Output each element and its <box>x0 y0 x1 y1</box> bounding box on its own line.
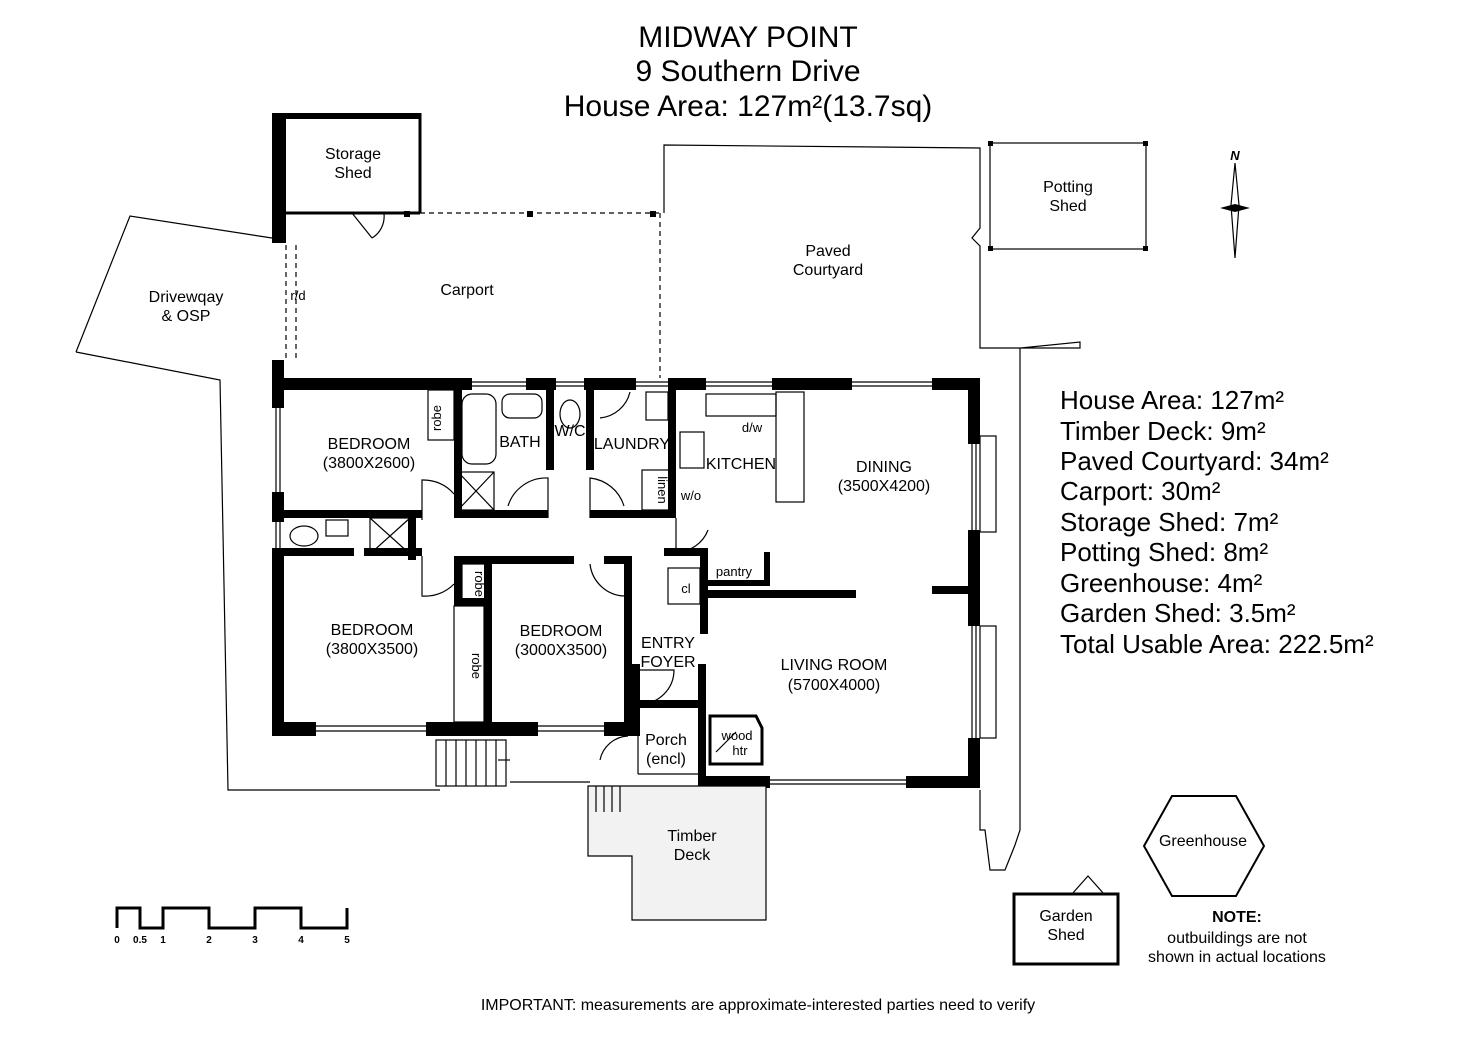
scale-label: 4 <box>298 935 304 946</box>
label-entry-2: FOYER <box>640 654 696 671</box>
label-bedroom3-2: (3000X3500) <box>514 642 608 659</box>
area-line: Total Usable Area: 222.5m² <box>1060 629 1374 659</box>
label-porch-1: Porch <box>645 732 687 749</box>
label-garden-shed-2: Shed <box>1047 927 1085 944</box>
title-block <box>564 21 933 123</box>
label-bedroom2-2: (3800X3500) <box>325 641 419 658</box>
area-line: Timber Deck: 9m² <box>1060 416 1266 446</box>
scale-label: 2 <box>206 935 212 946</box>
label-storage-shed-2: Shed <box>334 165 372 182</box>
label-living-2: (5700X4000) <box>787 677 881 694</box>
label-garden-shed-1: Garden <box>1039 908 1093 925</box>
area-line: House Area: 127m² <box>1060 385 1285 415</box>
label-living-1: LIVING ROOM <box>780 657 888 674</box>
note-line-1: outbuildings are not <box>1167 930 1307 947</box>
note-line-2: shown in actual locations <box>1148 949 1326 966</box>
area-line: Greenhouse: 4m² <box>1060 568 1263 598</box>
area-line: Carport: 30m² <box>1060 476 1221 506</box>
area-line: Potting Shed: 8m² <box>1060 537 1269 567</box>
disclaimer: IMPORTANT: measurements are approximate-interested parties need to verify <box>480 997 1036 1014</box>
note-title: NOTE: <box>1212 909 1262 926</box>
label-porch-2: (encl) <box>645 751 687 768</box>
label-wood-heater-2: htr <box>732 743 748 758</box>
outbuildings-note <box>1148 909 1326 966</box>
label-robe-3: robe <box>469 652 484 680</box>
label-closet: cl <box>681 581 691 596</box>
label-wood-heater-1: wood <box>721 728 753 743</box>
label-storage-shed-1: Storage <box>324 146 382 163</box>
label-linen: linen <box>655 476 670 504</box>
label-laundry: LAUNDRY <box>593 436 671 453</box>
label-dishwasher: d/w <box>741 420 763 435</box>
courtyard-outline <box>664 145 1080 870</box>
scale-label: 3 <box>252 935 258 946</box>
label-roller-door: r/d <box>290 288 306 303</box>
label-kitchen: KITCHEN <box>705 456 777 473</box>
label-dining-2: (3500X4200) <box>837 478 931 495</box>
label-potting-shed-2: Shed <box>1049 198 1087 215</box>
scale-label: 0 <box>114 935 120 946</box>
label-carport: Carport <box>440 282 494 299</box>
label-pantry: pantry <box>715 564 753 579</box>
label-timber-deck-1: Timber <box>667 828 717 845</box>
label-wc: W/C <box>554 423 586 440</box>
scale-bar <box>114 908 350 946</box>
label-bath: BATH <box>499 434 541 451</box>
label-courtyard-1: Paved <box>805 243 851 260</box>
label-walk-in-oven: w/o <box>680 488 702 503</box>
label-robe-2: robe <box>472 570 487 598</box>
compass-label: N <box>1230 148 1240 163</box>
label-potting-shed-1: Potting <box>1043 179 1093 196</box>
label-entry-1: ENTRY <box>641 635 695 652</box>
scale-label: 1 <box>160 935 166 946</box>
label-bedroom2-1: BEDROOM <box>330 622 414 639</box>
label-driveway-2: & OSP <box>161 308 211 325</box>
label-bedroom3-1: BEDROOM <box>519 623 603 640</box>
north-arrow-icon <box>1220 148 1250 258</box>
label-driveway-1: Drivewqay <box>148 289 224 306</box>
steps <box>436 740 510 786</box>
label-courtyard-2: Courtyard <box>792 262 864 279</box>
title-line-1: MIDWAY POINT <box>638 21 858 54</box>
area-line: Storage Shed: 7m² <box>1060 507 1279 537</box>
area-line: Paved Courtyard: 34m² <box>1060 446 1329 476</box>
label-bedroom1-2: (3800X2600) <box>322 455 416 472</box>
label-bedroom1-1: BEDROOM <box>327 436 411 453</box>
label-dining-1: DINING <box>856 459 912 476</box>
scale-label: 5 <box>344 935 350 946</box>
area-summary <box>1060 385 1374 659</box>
potting-shed <box>988 141 1148 251</box>
label-greenhouse: Greenhouse <box>1158 833 1248 850</box>
label-timber-deck-2: Deck <box>673 847 711 864</box>
title-line-2: 9 Southern Drive <box>635 55 861 88</box>
area-line: Garden Shed: 3.5m² <box>1060 598 1296 628</box>
title-line-3: House Area: 127m²(13.7sq) <box>563 90 933 123</box>
scale-label: 0.5 <box>133 935 147 946</box>
label-robe-1: robe <box>429 404 444 432</box>
